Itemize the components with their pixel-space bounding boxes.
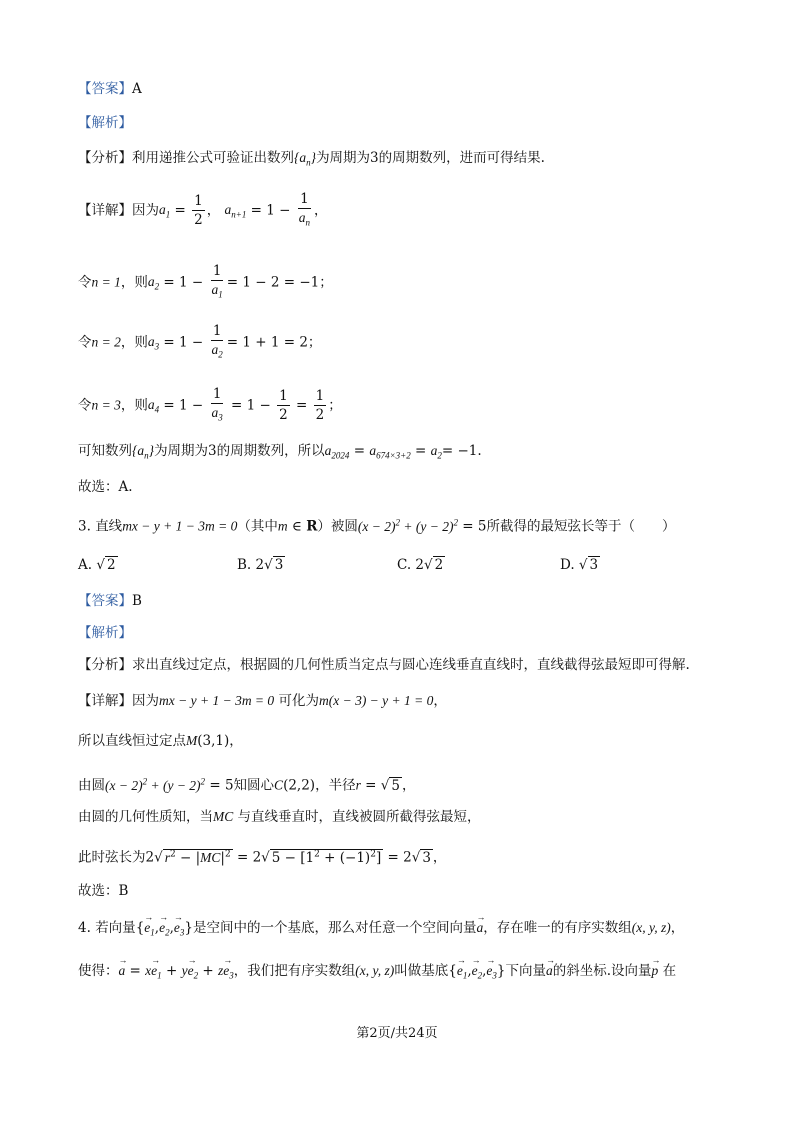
answer-line-q3: 【答案】B <box>78 593 142 609</box>
detail-3-q3: 由圆$(x - 2)^2 + (y - 2)^2 = 5$知圆心C(2,2)，半径r = √ 5 ， <box>78 776 416 794</box>
conclusion-q2: 可知数列$\{a_n\}$为周期为3的周期数列，所以$a_{2024} = a_{674\times 3+2} = a_2= -1$. <box>78 443 482 461</box>
analysis-tag-q2: 【解析】 <box>78 115 132 131</box>
step3-q2: 令n = 3，则$a_4 = 1$ − $\frac{1}{a_3}$ = 1 − $\frac{1}{2}$ = $\frac{1}{2}$ ； <box>78 386 342 424</box>
step2-q2: 令n = 2，则$a_3 = 1$ − $\frac{1}{a_2}$ = 1 + 1 = 2； <box>78 323 322 360</box>
detail-4-q3: 由圆的几何性质知，当MC 与直线垂直时，直线被圆所截得弦最短， <box>78 809 481 825</box>
option-a: A. √ 2 <box>78 557 116 573</box>
detail-5-q3: 此时弦长为2√ $r^2 - |MC|^2 = 2√$ $5 - [1^2 + (-1)^2] = 2√$ 3 ， <box>78 849 447 866</box>
answer-line-q2 <box>78 78 142 100</box>
option-b: B. 2√ 3 <box>237 557 284 573</box>
option-c: C. 2√ 2 <box>397 557 444 573</box>
question-4-line-2: 使得：→ $a = x\to e_1 + y\to e_2 + z\to e_3$，我们把有序实数组(x, y, z)叫做基底{→ $e_1,\to e_2,\to e_3$}下向量→ a的斜坐标.设向量→ p 在 <box>78 960 676 987</box>
question-3-stem: 3. 直线mx − y + 1 − 3m = 0（其中m ∈ R）被圆$(x - 2)^2 + (y - 2)^2 = 5$所截得的最短弦长等于（ ） <box>78 517 676 535</box>
answer-value: A <box>132 81 142 97</box>
option-d: D. √ 3 <box>560 557 599 573</box>
detail-2-q3: 所以直线恒过定点M(3,1)， <box>78 733 243 749</box>
question-4-line-1: 4. 若向量{→ $e_1,\to e_2,\to e_3$}是空间中的一个基底，那么对任意一个空间向量→ a，存在唯一的有序实数组(x, y, z)， <box>78 917 684 944</box>
answer-tag: 【答案】 <box>78 81 132 97</box>
page-footer: 第2页/共24页 <box>356 1026 438 1041</box>
detail-line-q2: 【详解】因为$a_1$ = $\frac{1}{2}$ ， $a_{n+1} = 1$ − $\frac{1}{a_n}$ ， <box>78 191 328 229</box>
choose-q3: 故选：B <box>78 883 129 899</box>
fenxi-line-q2: 【分析】利用递推公式可验证出数列$\{a_n\}$为周期为3的周期数列，进而可得结果. <box>78 150 545 168</box>
step1-q2: 令n = 1，则$a_2 = 1$ − $\frac{1}{a_1}$ = 1 − 2 = −1； <box>78 263 333 300</box>
detail-1-q3: 【详解】因为mx − y + 1 − 3m = 0 可化为m(x − 3) − y + 1 = 0， <box>78 693 447 709</box>
fenxi-line-q3: 【分析】求出直线过定点，根据圆的几何性质当定点与圆心连线垂直直线时，直线截得弦最短即可得解. <box>78 657 690 673</box>
analysis-tag-q3: 【解析】 <box>78 625 132 641</box>
choose-q2: 故选：A. <box>78 479 133 495</box>
